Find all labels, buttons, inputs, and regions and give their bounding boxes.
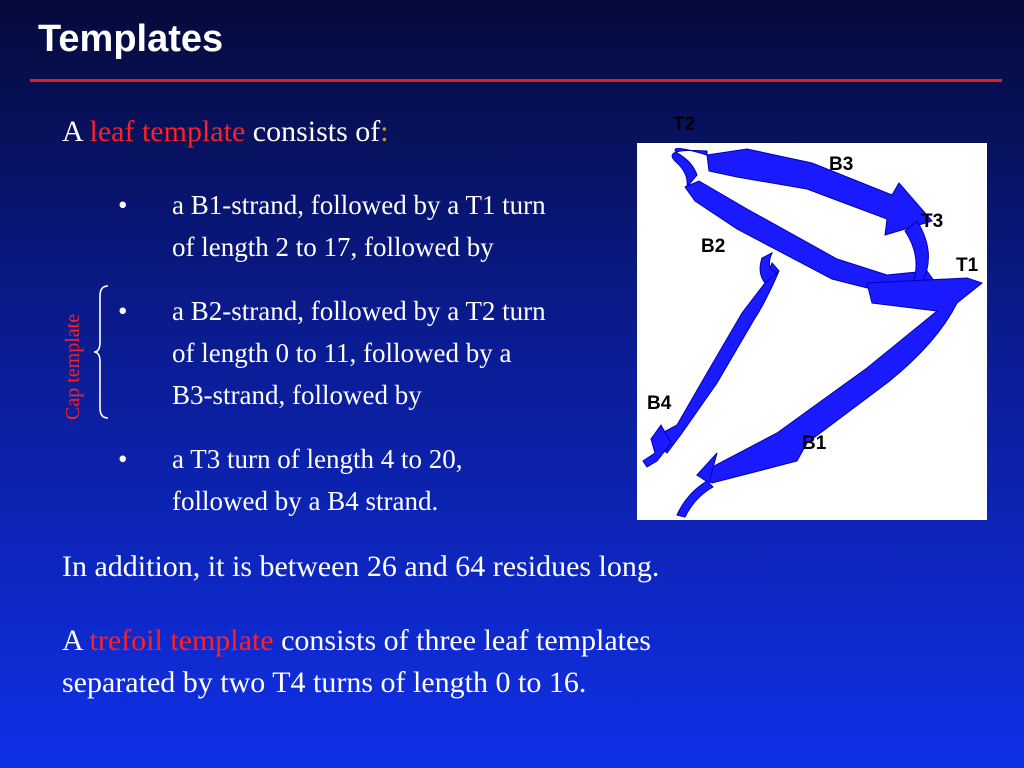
- bullet-item: [118, 438, 678, 522]
- paragraph-trefoil: [62, 620, 962, 704]
- trefoil-template-term: trefoil template: [89, 624, 274, 657]
- intro-line: [62, 112, 389, 152]
- protein-ribbon-diagram: [637, 143, 987, 520]
- curly-brace-icon: [92, 284, 112, 420]
- bullet-marker: •: [118, 190, 128, 220]
- bullet-line: a B1-strand, followed by a T1 turn: [172, 190, 546, 220]
- intro-colon: :: [380, 115, 389, 148]
- bullet-item: [118, 184, 678, 268]
- bullet-marker: •: [118, 444, 128, 474]
- leaf-template-term: leaf template: [89, 115, 246, 148]
- bullet-line: of length 0 to 11, followed by a: [172, 338, 512, 368]
- bullet-line: followed by a B4 strand.: [172, 486, 439, 516]
- bullet-line: a B2-strand, followed by a T2 turn: [172, 296, 546, 326]
- trefoil-line-2: separated by two T4 turns of length 0 to 16.: [62, 666, 587, 699]
- label-b4: B4: [647, 393, 672, 414]
- bullet-line: of length 2 to 17, followed by: [172, 232, 494, 262]
- protein-structure-figure: [637, 143, 987, 520]
- trefoil-prefix: A: [62, 624, 90, 657]
- trefoil-suffix: consists of three leaf templates: [273, 624, 651, 657]
- label-b2: B2: [701, 236, 726, 257]
- paragraph-residue-length: In addition, it is between 26 and 64 residues long.: [62, 550, 660, 583]
- bullet-marker: •: [118, 296, 128, 326]
- intro-suffix: consists of: [245, 115, 381, 148]
- label-b1: B1: [802, 433, 827, 454]
- trefoil-line: [62, 620, 962, 662]
- cap-template-label: Cap template: [62, 313, 84, 420]
- bullet-line: B3-strand, followed by: [172, 380, 422, 410]
- bullet-line: a T3 turn of length 4 to 20,: [172, 444, 463, 474]
- label-t3: T3: [921, 211, 944, 232]
- label-t1: T1: [956, 255, 979, 276]
- title-divider: [30, 79, 1002, 82]
- label-t2: T2: [673, 114, 696, 135]
- bullet-list: [118, 184, 678, 544]
- label-b3: B3: [829, 154, 854, 175]
- slide-title: Templates: [38, 18, 224, 60]
- intro-prefix: A: [62, 115, 90, 148]
- bullet-item: [118, 290, 678, 416]
